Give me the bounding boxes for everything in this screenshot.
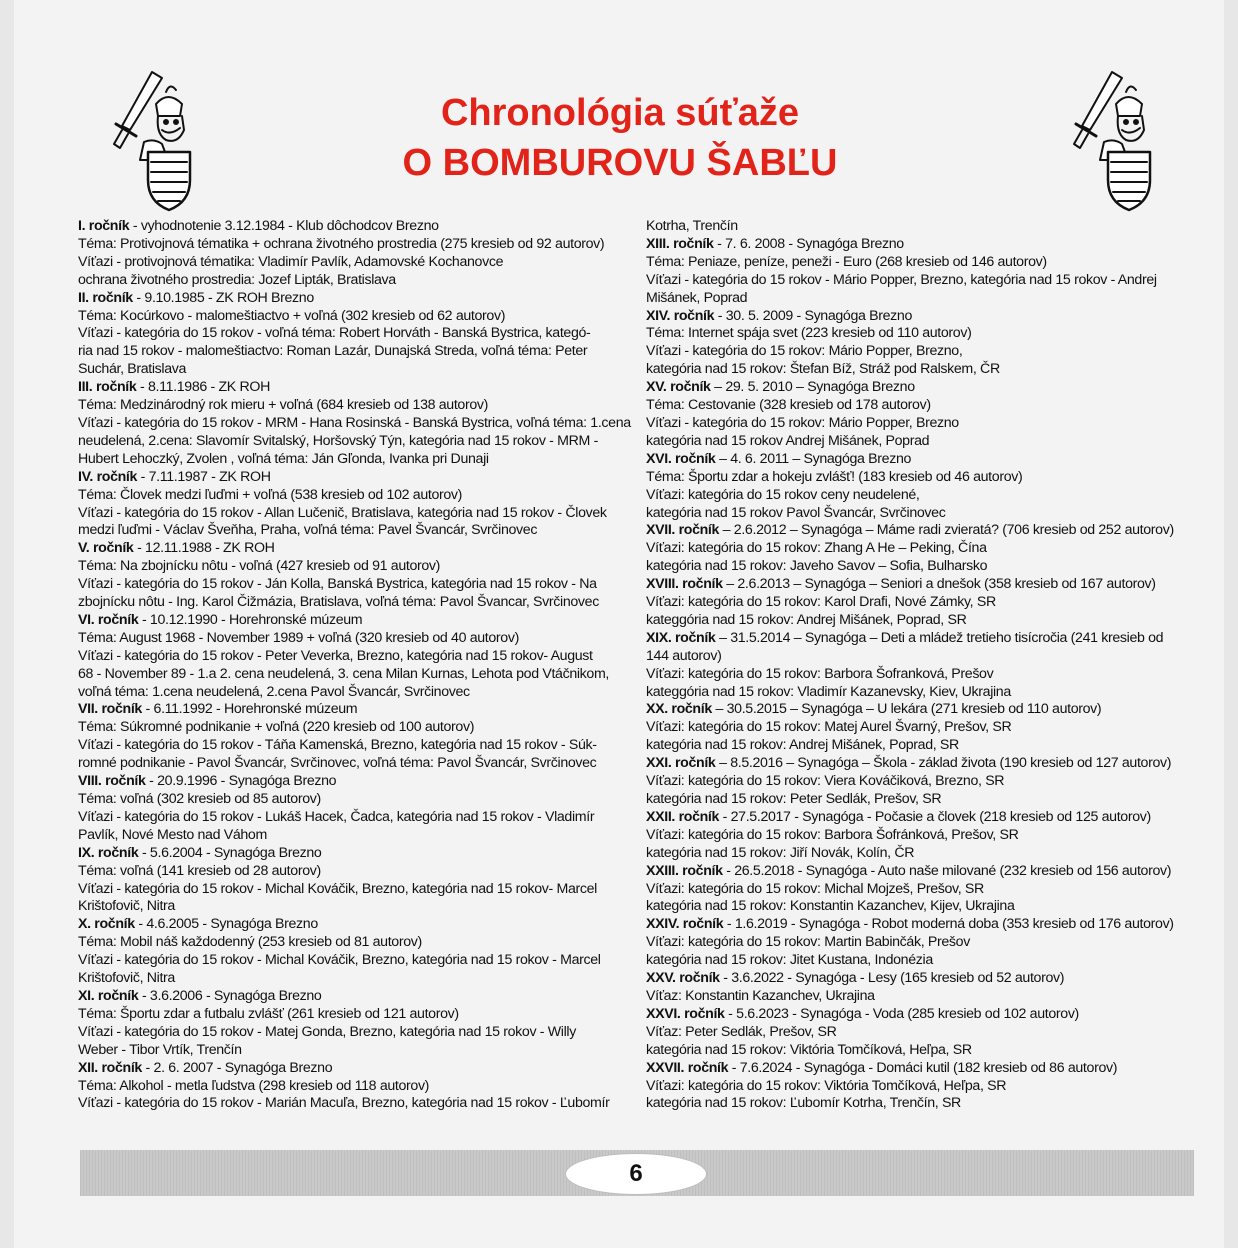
- line-text: Víťazi: kategória do 15 rokov: Viktória Tomčíková, Heľpa, SR: [646, 1077, 1007, 1094]
- chronology-line: [646, 612, 1194, 630]
- line-text: ochrana životného prostredia: Jozef Lipták, Bratislava: [78, 271, 396, 288]
- line-text: Téma: voľná (302 kresieb od 85 autorov): [78, 791, 321, 807]
- chronology-line: [646, 218, 1194, 236]
- page-number: 6: [565, 1153, 707, 1195]
- chronology-line: [646, 1078, 1194, 1096]
- chronology-line: [646, 505, 1194, 523]
- chronology-line: [78, 791, 626, 809]
- chronology-line: [78, 414, 631, 433]
- year-label: XXI. ročník: [646, 755, 716, 772]
- chronology-line: [78, 469, 626, 487]
- line-text: Téma: August 1968 - November 1989 + voľná (320 kresieb od 40 autorov): [78, 629, 519, 646]
- chronology-line: [78, 236, 626, 254]
- line-text: Víťazi - kategória do 15 rokov - Marián Macuľa, Brezno, kategória nad 15 rokov - Ľubomír: [78, 1095, 610, 1112]
- chronology-line: [646, 361, 1194, 379]
- chronology-line: [646, 308, 1194, 326]
- chronology-line: [78, 773, 626, 791]
- line-text: Téma: Alkohol - metla ľudstva (298 kresieb od 118 autorov): [78, 1077, 430, 1094]
- chronology-line: [646, 540, 1194, 558]
- line-text: Krištofovič, Nitra: [78, 970, 175, 987]
- chronology-line: [646, 415, 1194, 433]
- line-text: - 3.6.2006 - Synagóga Brezno: [138, 987, 322, 1004]
- chronology-line: [78, 845, 626, 863]
- chronology-line: [78, 1024, 626, 1042]
- chronology-line: [78, 1095, 626, 1113]
- year-label: XXVI. ročník: [646, 1005, 725, 1022]
- line-text: Víťazi - kategória do 15 rokov - Matej Gonda, Brezno, kategória nad 15 rokov - Willy: [78, 1023, 576, 1040]
- line-text: – 31.5.2014 – Synagóga – Deti a mládež tretieho tisícročia (241 kresieb od: [715, 629, 1164, 646]
- line-text: kategória nad 15 rokov: Jiří Novák, Kolín, ČR: [646, 844, 915, 861]
- line-text: kategória nad 15 rokov Andrej Mišánek, Poprad: [646, 432, 930, 449]
- line-text: voľná téma: 1.cena neudelená, 2.cena Pavol Švancár, Svrčinovec: [78, 683, 470, 700]
- year-label: XIX. ročník: [646, 629, 716, 646]
- line-text: - 3.6.2022 - Synagóga - Lesy (165 kresieb od 52 autorov): [719, 970, 1065, 987]
- chronology-line: [646, 254, 1194, 272]
- line-text: Kotrha, Trenčín: [646, 218, 738, 234]
- chronology-line: [646, 558, 1194, 576]
- chronology-line: [646, 827, 1194, 845]
- line-text: kategória nad 15 rokov: Peter Sedlák, Prešov, SR: [646, 791, 942, 807]
- chronology-line: [646, 290, 1194, 308]
- line-text: - 4.6.2005 - Synagóga Brezno: [134, 916, 318, 933]
- chronology-line: [646, 1060, 1194, 1078]
- chronology-line: [646, 755, 1194, 773]
- line-text: Téma: Internet spája svet (223 kresieb od 110 autorov): [646, 325, 972, 342]
- year-label: XXV. ročník: [646, 970, 720, 987]
- chronology-line: [646, 487, 1194, 505]
- line-text: - 9.10.1985 - ZK ROH Brezno: [132, 289, 314, 306]
- chronology-line: [78, 433, 626, 451]
- line-text: 68 - November 89 - 1.a 2. cena neudelená, 3. cena Milan Kurnas, Lehota pod Vtáčnikom,: [78, 665, 610, 682]
- line-text: kategória nad 15 rokov: Viktória Tomčíková, Heľpa, SR: [646, 1041, 972, 1058]
- chronology-line: [78, 308, 626, 326]
- chronology-line: [646, 684, 1194, 702]
- line-text: Víťazi: kategória do 15 rokov: Zhang A He – Peking, Čína: [646, 540, 987, 557]
- line-text: - 5.6.2004 - Synagóga Brezno: [138, 844, 322, 861]
- line-text: Víťazi - kategória do 15 rokov - Táňa Kamenská, Brezno, kategória nad 15 rokov - Súk-: [78, 737, 597, 754]
- line-text: kategória nad 15 rokov: Andrej Mišánek, Poprad, SR: [646, 737, 959, 754]
- chronology-line: [646, 791, 1194, 809]
- line-text: - 7.6.2024 - Synagóga - Domáci kutil (182 kresieb od 86 autorov): [728, 1059, 1118, 1076]
- line-text: Hubert Lehoczký, Zvolen , voľná téma: Ján Gľonda, Ivanka pri Dunaji: [78, 450, 489, 467]
- chronology-line: [646, 934, 1194, 952]
- chronology-line: [78, 290, 626, 308]
- bombur-knight-emblem-left-icon: [104, 64, 196, 214]
- chronology-left-column: [78, 218, 631, 1113]
- line-text: kateggória nad 15 rokov: Vladimír Kazanevsky, Kiev, Ukrajina: [646, 683, 1011, 700]
- chronology-line: [78, 343, 626, 361]
- chronology-line: [78, 881, 626, 899]
- line-text: Téma: Športu zdar a futbalu zvlášť (261 kresieb od 121 autorov): [78, 1005, 459, 1022]
- year-label: XXIII. ročník: [646, 862, 723, 879]
- line-text: Téma: Mobil náš každodenný (253 kresieb od 81 autorov): [78, 934, 422, 951]
- year-label: XIV. ročník: [646, 307, 715, 324]
- chronology-line: [78, 272, 626, 290]
- chronology-line: [646, 433, 1194, 451]
- chronology-line: [646, 970, 1194, 988]
- chronology-line: [78, 379, 626, 397]
- year-label: XXIV. ročník: [646, 916, 724, 933]
- chronology-line: [646, 1006, 1194, 1024]
- chronology-line: [646, 236, 1194, 254]
- line-text: – 8.5.2016 – Synagóga – Škola - základ života (190 kresieb od 127 autorov): [715, 755, 1172, 772]
- line-text: Téma: Na zbojnícku nôtu - voľná (427 kresieb od 91 autorov): [78, 558, 441, 575]
- chronology-line: [78, 522, 626, 540]
- chronology-line: [646, 343, 1194, 361]
- line-text: - 5.6.2023 - Synagóga - Voda (285 kresieb od 102 autorov): [724, 1005, 1079, 1022]
- year-label: XXII. ročník: [646, 808, 720, 825]
- line-text: Mišánek, Poprad: [646, 289, 748, 306]
- line-text: Téma: Protivojnová tématika + ochrana životného prostredia (275 kresieb od 92 autorov): [78, 235, 605, 252]
- line-text: Téma: Peniaze, peníze, peneži - Euro (268 kresieb od 146 autorov): [646, 253, 1047, 270]
- line-text: Víťaz: Konstantin Kazanchev, Ukrajina: [646, 987, 875, 1004]
- year-label: XII. ročník: [78, 1059, 142, 1076]
- line-text: Krištofovič, Nitra: [78, 898, 175, 915]
- bombur-knight-emblem-right-icon: [1064, 64, 1156, 214]
- chronology-line: [78, 648, 626, 666]
- chronology-line: [646, 881, 1194, 899]
- year-label: II. ročník: [78, 289, 133, 306]
- line-text: kategória nad 15 rokov: Ľubomír Kotrha, Trenčín, SR: [646, 1095, 961, 1112]
- line-text: Víťazi: kategória do 15 rokov: Matej Aurel Švarný, Prešov, SR: [646, 719, 1012, 736]
- year-label: XXVII. ročník: [646, 1059, 729, 1076]
- line-text: Víťazi: kategória do 15 rokov: Karol Drafi, Nové Zámky, SR: [646, 594, 996, 611]
- chronology-line: [78, 863, 626, 881]
- chronology-line: [78, 1060, 626, 1078]
- chronology-line: [78, 719, 626, 737]
- line-text: Víťazi - kategória do 15 rokov - Michal Kováčik, Brezno, kategória nad 15 rokov - Marcel: [78, 952, 601, 969]
- chronology-line: [646, 1042, 1194, 1060]
- line-text: Víťazi - kategória do 15 rokov - voľná téma: Robert Horváth - Banská Bystrica, kategó-: [78, 325, 591, 342]
- chronology-line: [78, 254, 626, 272]
- year-label: IX. ročník: [78, 844, 139, 861]
- page-title: [300, 88, 940, 188]
- line-text: Téma: Človek medzi ľuďmi + voľná (538 kresieb od 102 autorov): [78, 486, 463, 503]
- chronology-line: [646, 451, 1194, 469]
- year-label: VI. ročník: [78, 611, 139, 628]
- line-text: kateggória nad 15 rokov: Andrej Mišánek, Poprad, SR: [646, 611, 967, 628]
- title-line-1: Chronológia súťaže: [440, 92, 800, 134]
- year-label: XVII. ročník: [646, 522, 720, 539]
- chronology-line: [646, 325, 1194, 343]
- chronology-line: [646, 898, 1194, 916]
- line-text: Víťazi - kategória do 15 rokov - Lukáš Hacek, Čadca, kategória nad 15 rokov - Vladimír: [78, 808, 595, 825]
- chronology-line: [78, 934, 626, 952]
- year-label: XV. ročník: [646, 379, 711, 396]
- line-text: Weber - Tibor Vrtík, Trenčín: [78, 1041, 242, 1058]
- line-text: Téma: Medzinárodný rok mieru + voľná (684 kresieb od 138 autorov): [78, 397, 488, 414]
- line-text: zbojnícku nôtu - Ing. Karol Čižmázia, Bratislava, voľná téma: Pavol Švancar, Svrčinovec: [78, 594, 599, 611]
- chronology-line: [78, 505, 626, 523]
- line-text: kategória nad 15 rokov Pavol Švancár, Svrčinovec: [646, 504, 946, 521]
- chronology-line: [78, 487, 626, 505]
- chronology-line: [78, 970, 626, 988]
- year-label: XI. ročník: [78, 987, 139, 1004]
- line-text: Víťazi - kategória do 15 rokov - Mário Popper, Brezno, kategória nad 15 rokov - Andrej: [646, 271, 1157, 288]
- line-text: – 2.6.2013 – Synagóga – Seniori a dnešok (358 kresieb od 167 autorov): [722, 576, 1156, 593]
- line-text: kategória nad 15 rokov: Štefan Bíž, Stráž pod Ralskem, ČR: [646, 361, 1000, 378]
- line-text: - 26.5.2018 - Synagóga - Auto naše milované (232 kresieb od 156 autorov): [722, 862, 1172, 879]
- line-text: Víťazi - kategória do 15 rokov - Michal Kováčik, Brezno, kategória nad 15 rokov- Marcel: [78, 880, 597, 897]
- line-text: Víťazi - kategória do 15 rokov: Mário Popper, Brezno: [646, 414, 959, 431]
- chronology-line: [646, 272, 1194, 290]
- year-label: III. ročník: [78, 379, 137, 396]
- year-label: IV. ročník: [78, 468, 138, 485]
- year-label: I. ročník: [78, 218, 130, 234]
- line-text: romné podnikanie - Pavol Švancár, Svrčinovec, voľná téma: Pavol Švancár, Svrčinovec: [78, 755, 597, 772]
- chronology-line: [78, 558, 626, 576]
- chronology-line: [646, 809, 1194, 827]
- chronology-line: [78, 898, 626, 916]
- chronology-line: [78, 684, 626, 702]
- line-text: ria nad 15 rokov - malomeštiactvo: Roman Lazár, Dunajská Streda, voľná téma: Peter: [78, 343, 588, 360]
- chronology-line: [646, 773, 1194, 791]
- line-text: Suchár, Bratislava: [78, 361, 187, 378]
- title-line-2: O BOMBUROVU ŠABĽU: [402, 142, 838, 184]
- line-text: Víťazi - kategória do 15 rokov - MRM - Hana Rosinská - Banská Bystrica, voľná téma: 1.cena: [78, 414, 631, 431]
- chronology-line: [646, 648, 1194, 666]
- chronology-line: [646, 666, 1194, 684]
- line-text: Téma: voľná (141 kresieb od 28 autorov): [78, 862, 321, 879]
- line-text: Víťazi: kategória do 15 rokov: Michal Mojzeš, Prešov, SR: [646, 880, 984, 897]
- year-label: XVI. ročník: [646, 450, 716, 467]
- line-text: kategória nad 15 rokov: Jitet Kustana, Indonézia: [646, 952, 933, 969]
- line-text: - 6.11.1992 - Horehronské múzeum: [141, 701, 358, 718]
- year-label: XIII. ročník: [646, 235, 714, 252]
- year-label: XX. ročník: [646, 701, 712, 718]
- chronology-line: [646, 988, 1194, 1006]
- chronology-line: [78, 451, 626, 469]
- chronology-line: [78, 701, 626, 719]
- line-text: – 29. 5. 2010 – Synagóga Brezno: [710, 379, 915, 396]
- line-text: Víťazi - kategória do 15 rokov - Allan Lučenič, Bratislava, kategória nad 15 rokov - Človek: [78, 504, 607, 521]
- chronology-line: [646, 701, 1194, 719]
- chronology-line: [78, 576, 626, 594]
- chronology-line: [78, 540, 626, 558]
- chronology-line: [78, 737, 626, 755]
- line-text: - 12.11.1988 - ZK ROH: [133, 540, 275, 557]
- chronology-line: [78, 1042, 626, 1060]
- chronology-line: [646, 594, 1194, 612]
- line-text: - 20.9.1996 - Synagóga Brezno: [145, 773, 337, 790]
- line-text: Víťazi - kategória do 15 rokov - Peter Veverka, Brezno, kategória nad 15 rokov- August: [78, 647, 593, 664]
- chronology-right-column: [646, 218, 1194, 1113]
- chronology-line: [78, 612, 626, 630]
- line-text: - 8.11.1986 - ZK ROH: [136, 379, 270, 396]
- line-text: Víťazi - kategória do 15 rokov: Mário Popper, Brezno,: [646, 343, 963, 360]
- chronology-line: [78, 397, 626, 415]
- line-text: - vyhodnotenie 3.12.1984 - Klub dôchodcov Brezno: [129, 218, 439, 234]
- line-text: Víťazi: kategória do 15 rokov: Viera Kováčiková, Brezno, SR: [646, 773, 1005, 790]
- line-text: Pavlík, Nové Mesto nad Váhom: [78, 826, 267, 843]
- line-text: - 2. 6. 2007 - Synagóga Brezno: [141, 1059, 333, 1076]
- chronology-line: [78, 325, 626, 343]
- line-text: - 7. 6. 2008 - Synagóga Brezno: [713, 235, 904, 252]
- line-text: medzi ľuďmi - Václav Šveňha, Praha, voľná téma: Pavel Švancár, Svrčinovec: [78, 522, 538, 539]
- chronology-line: [646, 576, 1194, 594]
- chronology-line: [646, 630, 1194, 648]
- page-edge-right: [1224, 0, 1238, 1248]
- chronology-line: [646, 469, 1194, 487]
- chronology-line: [78, 952, 626, 970]
- line-text: – 4. 6. 2011 – Synagóga Brezno: [715, 450, 912, 467]
- line-text: - 27.5.2017 - Synagóga - Počasie a človek (218 kresieb od 125 autorov): [719, 808, 1151, 825]
- chronology-line: [646, 916, 1194, 934]
- chronology-line: [646, 719, 1194, 737]
- chronology-line: [646, 1095, 1194, 1113]
- chronology-line: [78, 630, 626, 648]
- chronology-line: [78, 809, 626, 827]
- line-text: kategória nad 15 rokov: Javeho Savov – Sofia, Bulharsko: [646, 558, 988, 575]
- line-text: Téma: Kocúrkovo - malomeštiactvo + voľná (302 kresieb od 62 autorov): [78, 307, 506, 324]
- chronology-line: [78, 916, 626, 934]
- line-text: Víťazi - protivojnová tématika: Vladimír Pavlík, Adamovské Kochanovce: [78, 253, 504, 270]
- line-text: Víťazi: kategória do 15 rokov ceny neudelené,: [646, 486, 920, 503]
- line-text: – 30.5.2015 – Synagóga – U lekára (271 kresieb od 110 autorov): [711, 701, 1102, 718]
- line-text: Téma: Súkromné podnikanie + voľná (220 kresieb od 100 autorov): [78, 719, 475, 736]
- year-label: XVIII. ročník: [646, 576, 723, 593]
- chronology-line: [646, 397, 1194, 415]
- line-text: Víťazi - kategória do 15 rokov - Ján Kolla, Banská Bystrica, kategória nad 15 rokov - Na: [78, 576, 597, 593]
- line-text: - 10.12.1990 - Horehronské múzeum: [138, 611, 363, 628]
- chronology-line: [78, 594, 626, 612]
- chronology-line: [78, 361, 626, 379]
- line-text: Víťazi: kategória do 15 rokov: Barbora Šofránková, Prešov, SR: [646, 826, 1019, 843]
- line-text: Téma: Športu zdar a hokeju zvlášť! (183 kresieb od 46 autorov): [646, 468, 1023, 485]
- line-text: 144 autorov): [646, 647, 722, 664]
- year-label: VII. ročník: [78, 701, 142, 718]
- line-text: – 2.6.2012 – Synagóga – Máme radi zvieratá? (706 kresieb od 252 autorov): [719, 522, 1174, 539]
- chronology-line: [646, 863, 1194, 881]
- chronology-line: [646, 1024, 1194, 1042]
- line-text: Téma: Cestovanie (328 kresieb od 178 autorov): [646, 397, 931, 414]
- year-label: V. ročník: [78, 540, 134, 557]
- chronology-line: [646, 379, 1194, 397]
- line-text: Víťaz: Peter Sedlák, Prešov, SR: [646, 1023, 837, 1040]
- chronology-line: [78, 666, 626, 684]
- line-text: - 7.11.1987 - ZK ROH: [137, 468, 271, 485]
- chronology-line: [78, 827, 626, 845]
- line-text: Víťazi: kategória do 15 rokov: Barbora Šofranková, Prešov: [646, 665, 994, 682]
- year-label: VIII. ročník: [78, 773, 146, 790]
- chronology-line: [78, 988, 626, 1006]
- chronology-line: [78, 1078, 626, 1096]
- chronology-line: [78, 218, 626, 236]
- chronology-line: [78, 1006, 626, 1024]
- chronology-line: [646, 737, 1194, 755]
- year-label: X. ročník: [78, 916, 135, 933]
- chronology-line: [646, 845, 1194, 863]
- line-text: kategória nad 15 rokov: Konstantin Kazanchev, Kijev, Ukrajina: [646, 898, 1015, 915]
- chronology-line: [646, 952, 1194, 970]
- chronology-line: [646, 522, 1194, 540]
- chronology-line: [78, 755, 626, 773]
- line-text: neudelená, 2.cena: Slavomír Svitalský, Horšovský Týn, kategória nad 15 rokov - MRM -: [78, 432, 598, 449]
- line-text: - 1.6.2019 - Synagóga - Robot moderná doba (353 kresieb od 176 autorov): [723, 916, 1174, 933]
- line-text: - 30. 5. 2009 - Synagóga Brezno: [714, 307, 912, 324]
- page-edge-left: [0, 0, 14, 1248]
- line-text: Víťazi: kategória do 15 rokov: Martin Babinčák, Prešov: [646, 934, 970, 951]
